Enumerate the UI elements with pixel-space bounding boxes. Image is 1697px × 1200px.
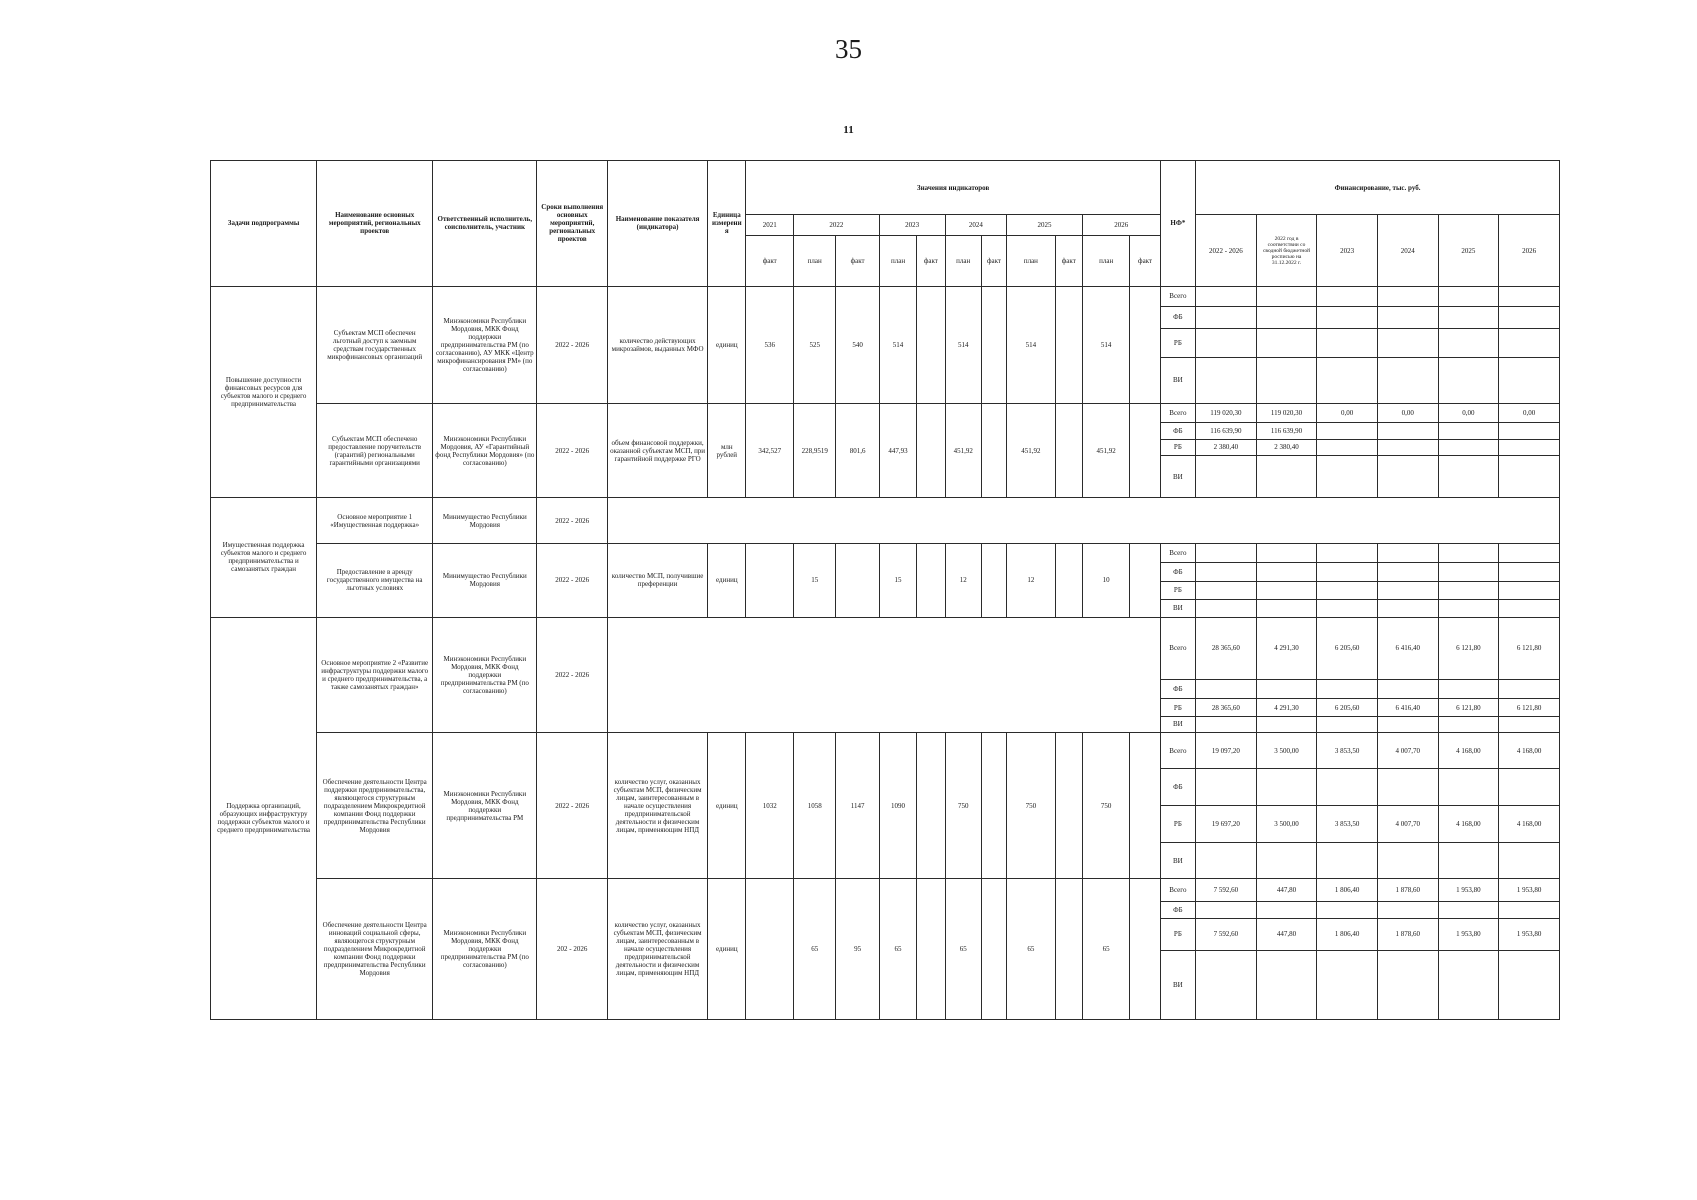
value-cell: 514: [1007, 286, 1056, 403]
unit-cell: единиц: [708, 544, 746, 617]
header-indicators-group: Значения индикаторов: [746, 161, 1160, 215]
value-cell: [917, 286, 945, 403]
fin-cell: 1 878,60: [1377, 919, 1438, 950]
value-cell: [1055, 544, 1082, 617]
event-cell: Субъектам МСП обеспечен льготный доступ к заемным средствам государственных микрофинансовых организаций: [317, 286, 433, 403]
value-cell: 1090: [879, 732, 916, 879]
term-cell: 2022 - 2026: [537, 544, 608, 617]
fin-cell: [1377, 717, 1438, 733]
fin-cell: [1438, 439, 1499, 456]
value-cell: 65: [793, 879, 835, 1020]
fin-cell: 19 697,20: [1196, 806, 1257, 843]
fin-cell: [1256, 769, 1317, 806]
value-cell: 451,92: [945, 403, 981, 497]
value-cell: 514: [1082, 286, 1129, 403]
header-fact: факт: [917, 236, 945, 286]
fin-cell: [1196, 680, 1257, 699]
value-cell: [746, 544, 793, 617]
fin-cell: [1317, 599, 1378, 617]
fin-cell: [1499, 328, 1560, 357]
fin-cell: [1377, 422, 1438, 439]
fin-cell: [1438, 599, 1499, 617]
fin-cell: [1438, 544, 1499, 563]
nf-label: РБ: [1160, 581, 1195, 599]
value-cell: 750: [1082, 732, 1129, 879]
value-cell: [917, 732, 945, 879]
fin-cell: [1499, 680, 1560, 699]
fin-cell: [1317, 680, 1378, 699]
nf-label: РБ: [1160, 699, 1195, 717]
value-cell: 540: [836, 286, 879, 403]
value-cell: 447,93: [879, 403, 916, 497]
fin-cell: [1499, 357, 1560, 403]
header-fact: факт: [1055, 236, 1082, 286]
indicator-cell: количество услуг, оказанных субъектам МСП, физическим лицам, заинтересованным в начале осуществления предпринимательской деятельности и физическим лицам, применяющим НПД: [608, 879, 708, 1020]
executor-cell: Минэкономики Республики Мордовия, МКК Фонд поддержки предпринимательства РМ (по согласованию): [433, 879, 537, 1020]
nf-label: ВИ: [1160, 717, 1195, 733]
fin-cell: 2 380,40: [1256, 439, 1317, 456]
fin-cell: [1317, 950, 1378, 1019]
nf-label: РБ: [1160, 919, 1195, 950]
value-cell: 1147: [836, 732, 879, 879]
fin-cell: [1499, 717, 1560, 733]
term-cell: 2022 - 2026: [537, 286, 608, 403]
fin-cell: 119 020,30: [1256, 403, 1317, 422]
header-fin-2022: 2022 год в соответствии со сводной бюджетной росписью на 31.12.2022 г.: [1256, 215, 1317, 286]
value-cell: 451,92: [1007, 403, 1056, 497]
fin-cell: [1196, 902, 1257, 919]
header-plan: план: [1082, 236, 1129, 286]
fin-cell: 3 500,00: [1256, 732, 1317, 769]
fin-cell: [1317, 306, 1378, 328]
executor-cell: Минэкономики Республики Мордовия, МКК Фонд поддержки предпринимательства РМ: [433, 732, 537, 879]
empty-merged-cell: [608, 617, 1161, 732]
fin-cell: 116 639,90: [1256, 422, 1317, 439]
header-unit: Единица измерения: [708, 161, 746, 287]
fin-cell: [1499, 544, 1560, 563]
fin-cell: [1438, 581, 1499, 599]
fin-cell: [1438, 306, 1499, 328]
task-cell: Имущественная поддержка субъектов малого и среднего предпринимательства и самозанятых граждан: [211, 498, 317, 617]
event-cell: Основное мероприятие 2 «Развитие инфраструктуры поддержки малого и среднего предпринимательства, а также самозанятых граждан»: [317, 617, 433, 732]
header-indicator: Наименование показателя (индикатора): [608, 161, 708, 287]
value-cell: 10: [1082, 544, 1129, 617]
fin-cell: [1256, 599, 1317, 617]
fin-cell: [1438, 902, 1499, 919]
fin-cell: 3 853,50: [1317, 806, 1378, 843]
fin-cell: [1377, 306, 1438, 328]
indicator-cell: количество МСП, получившие преференции: [608, 544, 708, 617]
header-fin-year: 2023: [1317, 215, 1378, 286]
header-finance-group: Финансирование, тыс. руб.: [1196, 161, 1560, 215]
executor-cell: Минимущество Республики Мордовия: [433, 544, 537, 617]
unit-cell: единиц: [708, 879, 746, 1020]
fin-cell: 1 953,80: [1438, 919, 1499, 950]
value-cell: 451,92: [1082, 403, 1129, 497]
value-cell: 65: [945, 879, 981, 1020]
nf-label: ВИ: [1160, 950, 1195, 1019]
fin-cell: 3 500,00: [1256, 806, 1317, 843]
fin-cell: [1317, 357, 1378, 403]
fin-cell: 19 097,20: [1196, 732, 1257, 769]
unit-cell: единиц: [708, 732, 746, 879]
fin-cell: [1438, 842, 1499, 879]
header-fin-year: 2026: [1499, 215, 1560, 286]
fin-cell: [1377, 563, 1438, 582]
fin-cell: 28 365,60: [1196, 699, 1257, 717]
header-fin-total-period: 2022 - 2026: [1196, 215, 1257, 286]
fin-cell: [1499, 439, 1560, 456]
nf-label: ВИ: [1160, 842, 1195, 879]
header-plan: план: [945, 236, 981, 286]
fin-cell: 1 806,40: [1317, 879, 1378, 902]
fin-cell: 4 168,00: [1499, 732, 1560, 769]
fin-cell: 3 853,50: [1317, 732, 1378, 769]
fin-cell: 6 416,40: [1377, 617, 1438, 680]
nf-label: ФБ: [1160, 680, 1195, 699]
fin-cell: 4 291,30: [1256, 617, 1317, 680]
event-cell: Субъектам МСП обеспечено предоставление поручительств (гарантий) региональными гарантийными организациями: [317, 403, 433, 497]
fin-cell: 0,00: [1438, 403, 1499, 422]
fin-cell: [1196, 769, 1257, 806]
fin-cell: 0,00: [1377, 403, 1438, 422]
fin-cell: [1499, 422, 1560, 439]
fin-cell: 6 121,80: [1438, 699, 1499, 717]
fin-cell: 0,00: [1317, 403, 1378, 422]
header-fact: факт: [746, 236, 793, 286]
fin-cell: [1317, 422, 1378, 439]
fin-cell: [1196, 306, 1257, 328]
fin-cell: [1499, 842, 1560, 879]
task-cell: Повышение доступности финансовых ресурсов для субъектов малого и среднего предпринимательства: [211, 286, 317, 498]
fin-cell: [1438, 769, 1499, 806]
fin-cell: 4 168,00: [1438, 732, 1499, 769]
value-cell: 65: [879, 879, 916, 1020]
executor-cell: Минэкономики Республики Мордовия, МКК Фонд поддержки предпринимательства РМ (по согласованию), АУ МКК «Центр микрофинансирования РМ» (по согласованию): [433, 286, 537, 403]
value-cell: [1130, 403, 1160, 497]
fin-cell: 28 365,60: [1196, 617, 1257, 680]
fin-cell: 116 639,90: [1196, 422, 1257, 439]
value-cell: 750: [945, 732, 981, 879]
fin-cell: 4 168,00: [1438, 806, 1499, 843]
header-year: 2023: [879, 215, 945, 236]
header-year: 2024: [945, 215, 1007, 236]
value-cell: 750: [1007, 732, 1056, 879]
value-cell: 12: [1007, 544, 1056, 617]
fin-cell: [1317, 769, 1378, 806]
fin-cell: 7 592,60: [1196, 879, 1257, 902]
value-cell: 228,9519: [793, 403, 835, 497]
value-cell: [1055, 732, 1082, 879]
indicator-cell: количество услуг, оказанных субъектам МСП, физическим лицам, заинтересованным в начале осуществления предпринимательской деятельности и физическим лицам, применяющим НПД: [608, 732, 708, 879]
fin-cell: [1317, 544, 1378, 563]
value-cell: 342,527: [746, 403, 793, 497]
fin-cell: [1438, 357, 1499, 403]
value-cell: [917, 879, 945, 1020]
fin-cell: [1377, 902, 1438, 919]
fin-cell: 6 416,40: [1377, 699, 1438, 717]
fin-cell: [1377, 357, 1438, 403]
indicator-cell: объем финансовой поддержки, оказанной субъектам МСП, при гарантийной поддержке РГО: [608, 403, 708, 497]
value-cell: 15: [793, 544, 835, 617]
nf-label: РБ: [1160, 439, 1195, 456]
fin-cell: [1317, 439, 1378, 456]
fin-cell: [1438, 950, 1499, 1019]
value-cell: 514: [879, 286, 916, 403]
fin-cell: [1499, 581, 1560, 599]
executor-cell: Минэкономики Республики Мордовия, МКК Фонд поддержки предпринимательства РМ (по согласованию): [433, 617, 537, 732]
fin-cell: [1196, 842, 1257, 879]
value-cell: 525: [793, 286, 835, 403]
fin-cell: [1256, 563, 1317, 582]
value-cell: 1032: [746, 732, 793, 879]
header-plan: план: [879, 236, 916, 286]
nf-label: ВИ: [1160, 456, 1195, 498]
header-plan: план: [1007, 236, 1056, 286]
event-cell: Обеспечение деятельности Центра поддержки предпринимательства, являющегося структурным подразделением Микрокредитной компании Фонд поддержки предпринимательства Республики Мордовия: [317, 732, 433, 879]
event-cell: Предоставление в аренду государственного имущества на льготных условиях: [317, 544, 433, 617]
fin-cell: [1196, 950, 1257, 1019]
fin-cell: [1196, 581, 1257, 599]
fin-cell: [1377, 328, 1438, 357]
header-fin-year: 2024: [1377, 215, 1438, 286]
fin-cell: 4 007,70: [1377, 732, 1438, 769]
nf-label: ФБ: [1160, 769, 1195, 806]
value-cell: [836, 544, 879, 617]
fin-cell: [1499, 286, 1560, 306]
nf-label: ФБ: [1160, 563, 1195, 582]
program-table: [210, 160, 1560, 1020]
fin-cell: [1438, 456, 1499, 498]
fin-cell: 6 205,60: [1317, 617, 1378, 680]
fin-cell: 1 953,80: [1438, 879, 1499, 902]
header-year: 2021: [746, 215, 793, 236]
fin-cell: [1256, 717, 1317, 733]
fin-cell: [1256, 950, 1317, 1019]
fin-cell: [1438, 328, 1499, 357]
fin-cell: 6 121,80: [1499, 617, 1560, 680]
fin-cell: [1499, 599, 1560, 617]
nf-label: ВИ: [1160, 357, 1195, 403]
value-cell: [981, 403, 1006, 497]
fin-cell: [1438, 422, 1499, 439]
fin-cell: [1377, 581, 1438, 599]
fin-cell: [1377, 286, 1438, 306]
fin-cell: 2 380,40: [1196, 439, 1257, 456]
value-cell: 801,6: [836, 403, 879, 497]
sub-page-number: 11: [843, 124, 854, 136]
fin-cell: [1377, 599, 1438, 617]
fin-cell: [1438, 680, 1499, 699]
fin-cell: [1377, 769, 1438, 806]
nf-label: ФБ: [1160, 306, 1195, 328]
nf-label: РБ: [1160, 806, 1195, 843]
value-cell: 1058: [793, 732, 835, 879]
fin-cell: 1 953,80: [1499, 879, 1560, 902]
value-cell: [981, 879, 1006, 1020]
fin-cell: [1196, 286, 1257, 306]
nf-label: Всего: [1160, 286, 1195, 306]
header-year: 2025: [1007, 215, 1083, 236]
value-cell: 536: [746, 286, 793, 403]
fin-cell: 119 020,30: [1196, 403, 1257, 422]
header-nf: НФ*: [1160, 161, 1195, 287]
fin-cell: [1256, 456, 1317, 498]
fin-cell: [1256, 286, 1317, 306]
header-year: 2026: [1082, 215, 1160, 236]
fin-cell: [1196, 563, 1257, 582]
value-cell: [1055, 879, 1082, 1020]
fin-cell: 6 121,80: [1438, 617, 1499, 680]
fin-cell: [1256, 842, 1317, 879]
executor-cell: Минимущество Республики Мордовия: [433, 498, 537, 544]
value-cell: [1130, 732, 1160, 879]
fin-cell: [1499, 950, 1560, 1019]
header-fin-year: 2025: [1438, 215, 1499, 286]
fin-cell: [1317, 581, 1378, 599]
nf-label: ВИ: [1160, 599, 1195, 617]
page-number: 35: [835, 34, 862, 64]
fin-cell: [1317, 842, 1378, 879]
event-cell: Основное мероприятие 1 «Имущественная поддержка»: [317, 498, 433, 544]
fin-cell: 4 007,70: [1377, 806, 1438, 843]
fin-cell: [1317, 717, 1378, 733]
value-cell: [917, 544, 945, 617]
fin-cell: [1196, 544, 1257, 563]
fin-cell: 447,80: [1256, 919, 1317, 950]
unit-cell: единиц: [708, 286, 746, 403]
fin-cell: 4 168,00: [1499, 806, 1560, 843]
task-cell: Поддержка организаций, образующих инфраструктуру поддержки субъектов малого и среднего предпринимательства: [211, 617, 317, 1019]
fin-cell: [1499, 902, 1560, 919]
nf-label: Всего: [1160, 544, 1195, 563]
fin-cell: [1377, 456, 1438, 498]
value-cell: 65: [1007, 879, 1056, 1020]
fin-cell: [1317, 328, 1378, 357]
value-cell: [981, 544, 1006, 617]
empty-merged-cell: [608, 498, 1560, 544]
term-cell: 202 - 2026: [537, 879, 608, 1020]
fin-cell: 7 592,60: [1196, 919, 1257, 950]
value-cell: [1130, 544, 1160, 617]
header-year: 2022: [793, 215, 879, 236]
fin-cell: [1196, 328, 1257, 357]
indicator-cell: количество действующих микрозаймов, выданных МФО: [608, 286, 708, 403]
fin-cell: [1317, 456, 1378, 498]
value-cell: [1055, 286, 1082, 403]
nf-label: ФБ: [1160, 422, 1195, 439]
header-fact: факт: [836, 236, 879, 286]
fin-cell: 1 953,80: [1499, 919, 1560, 950]
fin-cell: [1499, 563, 1560, 582]
fin-cell: [1256, 680, 1317, 699]
fin-cell: 1 806,40: [1317, 919, 1378, 950]
executor-cell: Минэкономики Республики Мордовия, АУ «Гарантийный фонд Республики Мордовия» (по согласованию): [433, 403, 537, 497]
value-cell: [746, 879, 793, 1020]
fin-cell: [1377, 544, 1438, 563]
value-cell: [1130, 286, 1160, 403]
event-cell: Обеспечение деятельности Центра инноваций социальной сферы, являющегося структурным подразделением Микрокредитной компании Фонд поддержки предпринимательства Республики Мордовия: [317, 879, 433, 1020]
term-cell: 2022 - 2026: [537, 403, 608, 497]
term-cell: 2022 - 2026: [537, 498, 608, 544]
fin-cell: [1256, 544, 1317, 563]
header-events: Наименование основных мероприятий, региональных проектов: [317, 161, 433, 287]
value-cell: [981, 732, 1006, 879]
value-cell: 514: [945, 286, 981, 403]
fin-cell: [1317, 902, 1378, 919]
fin-cell: [1438, 563, 1499, 582]
nf-label: РБ: [1160, 328, 1195, 357]
fin-cell: [1377, 439, 1438, 456]
fin-cell: [1438, 717, 1499, 733]
header-plan: план: [793, 236, 835, 286]
value-cell: [1055, 403, 1082, 497]
unit-cell: млн рублей: [708, 403, 746, 497]
fin-cell: 4 291,30: [1256, 699, 1317, 717]
fin-cell: [1499, 306, 1560, 328]
nf-label: Всего: [1160, 879, 1195, 902]
value-cell: 15: [879, 544, 916, 617]
fin-cell: [1377, 950, 1438, 1019]
nf-label: Всего: [1160, 732, 1195, 769]
nf-label: Всего: [1160, 403, 1195, 422]
term-cell: 2022 - 2026: [537, 617, 608, 732]
value-cell: [1130, 879, 1160, 1020]
header-task: Задачи подпрограммы: [211, 161, 317, 287]
fin-cell: [1499, 456, 1560, 498]
fin-cell: 1 878,60: [1377, 879, 1438, 902]
fin-cell: 447,80: [1256, 879, 1317, 902]
nf-label: Всего: [1160, 617, 1195, 680]
value-cell: 12: [945, 544, 981, 617]
fin-cell: [1196, 357, 1257, 403]
term-cell: 2022 - 2026: [537, 732, 608, 879]
fin-cell: [1256, 902, 1317, 919]
value-cell: [981, 286, 1006, 403]
value-cell: 65: [1082, 879, 1129, 1020]
fin-cell: [1256, 328, 1317, 357]
fin-cell: [1499, 769, 1560, 806]
header-executor: Ответственный исполнитель, соисполнитель, участник: [433, 161, 537, 287]
fin-cell: 6 121,80: [1499, 699, 1560, 717]
fin-cell: [1438, 286, 1499, 306]
fin-cell: [1317, 286, 1378, 306]
nf-label: ФБ: [1160, 902, 1195, 919]
fin-cell: [1377, 842, 1438, 879]
fin-cell: [1256, 581, 1317, 599]
fin-cell: [1256, 357, 1317, 403]
value-cell: 95: [836, 879, 879, 1020]
fin-cell: [1377, 680, 1438, 699]
fin-cell: 0,00: [1499, 403, 1560, 422]
fin-cell: [1196, 599, 1257, 617]
fin-cell: [1196, 717, 1257, 733]
header-fact: факт: [981, 236, 1006, 286]
header-term: Сроки выполнения основных мероприятий, региональных проектов: [537, 161, 608, 287]
header-fact: факт: [1130, 236, 1160, 286]
fin-cell: [1317, 563, 1378, 582]
value-cell: [917, 403, 945, 497]
fin-cell: [1196, 456, 1257, 498]
fin-cell: 6 205,60: [1317, 699, 1378, 717]
fin-cell: [1256, 306, 1317, 328]
